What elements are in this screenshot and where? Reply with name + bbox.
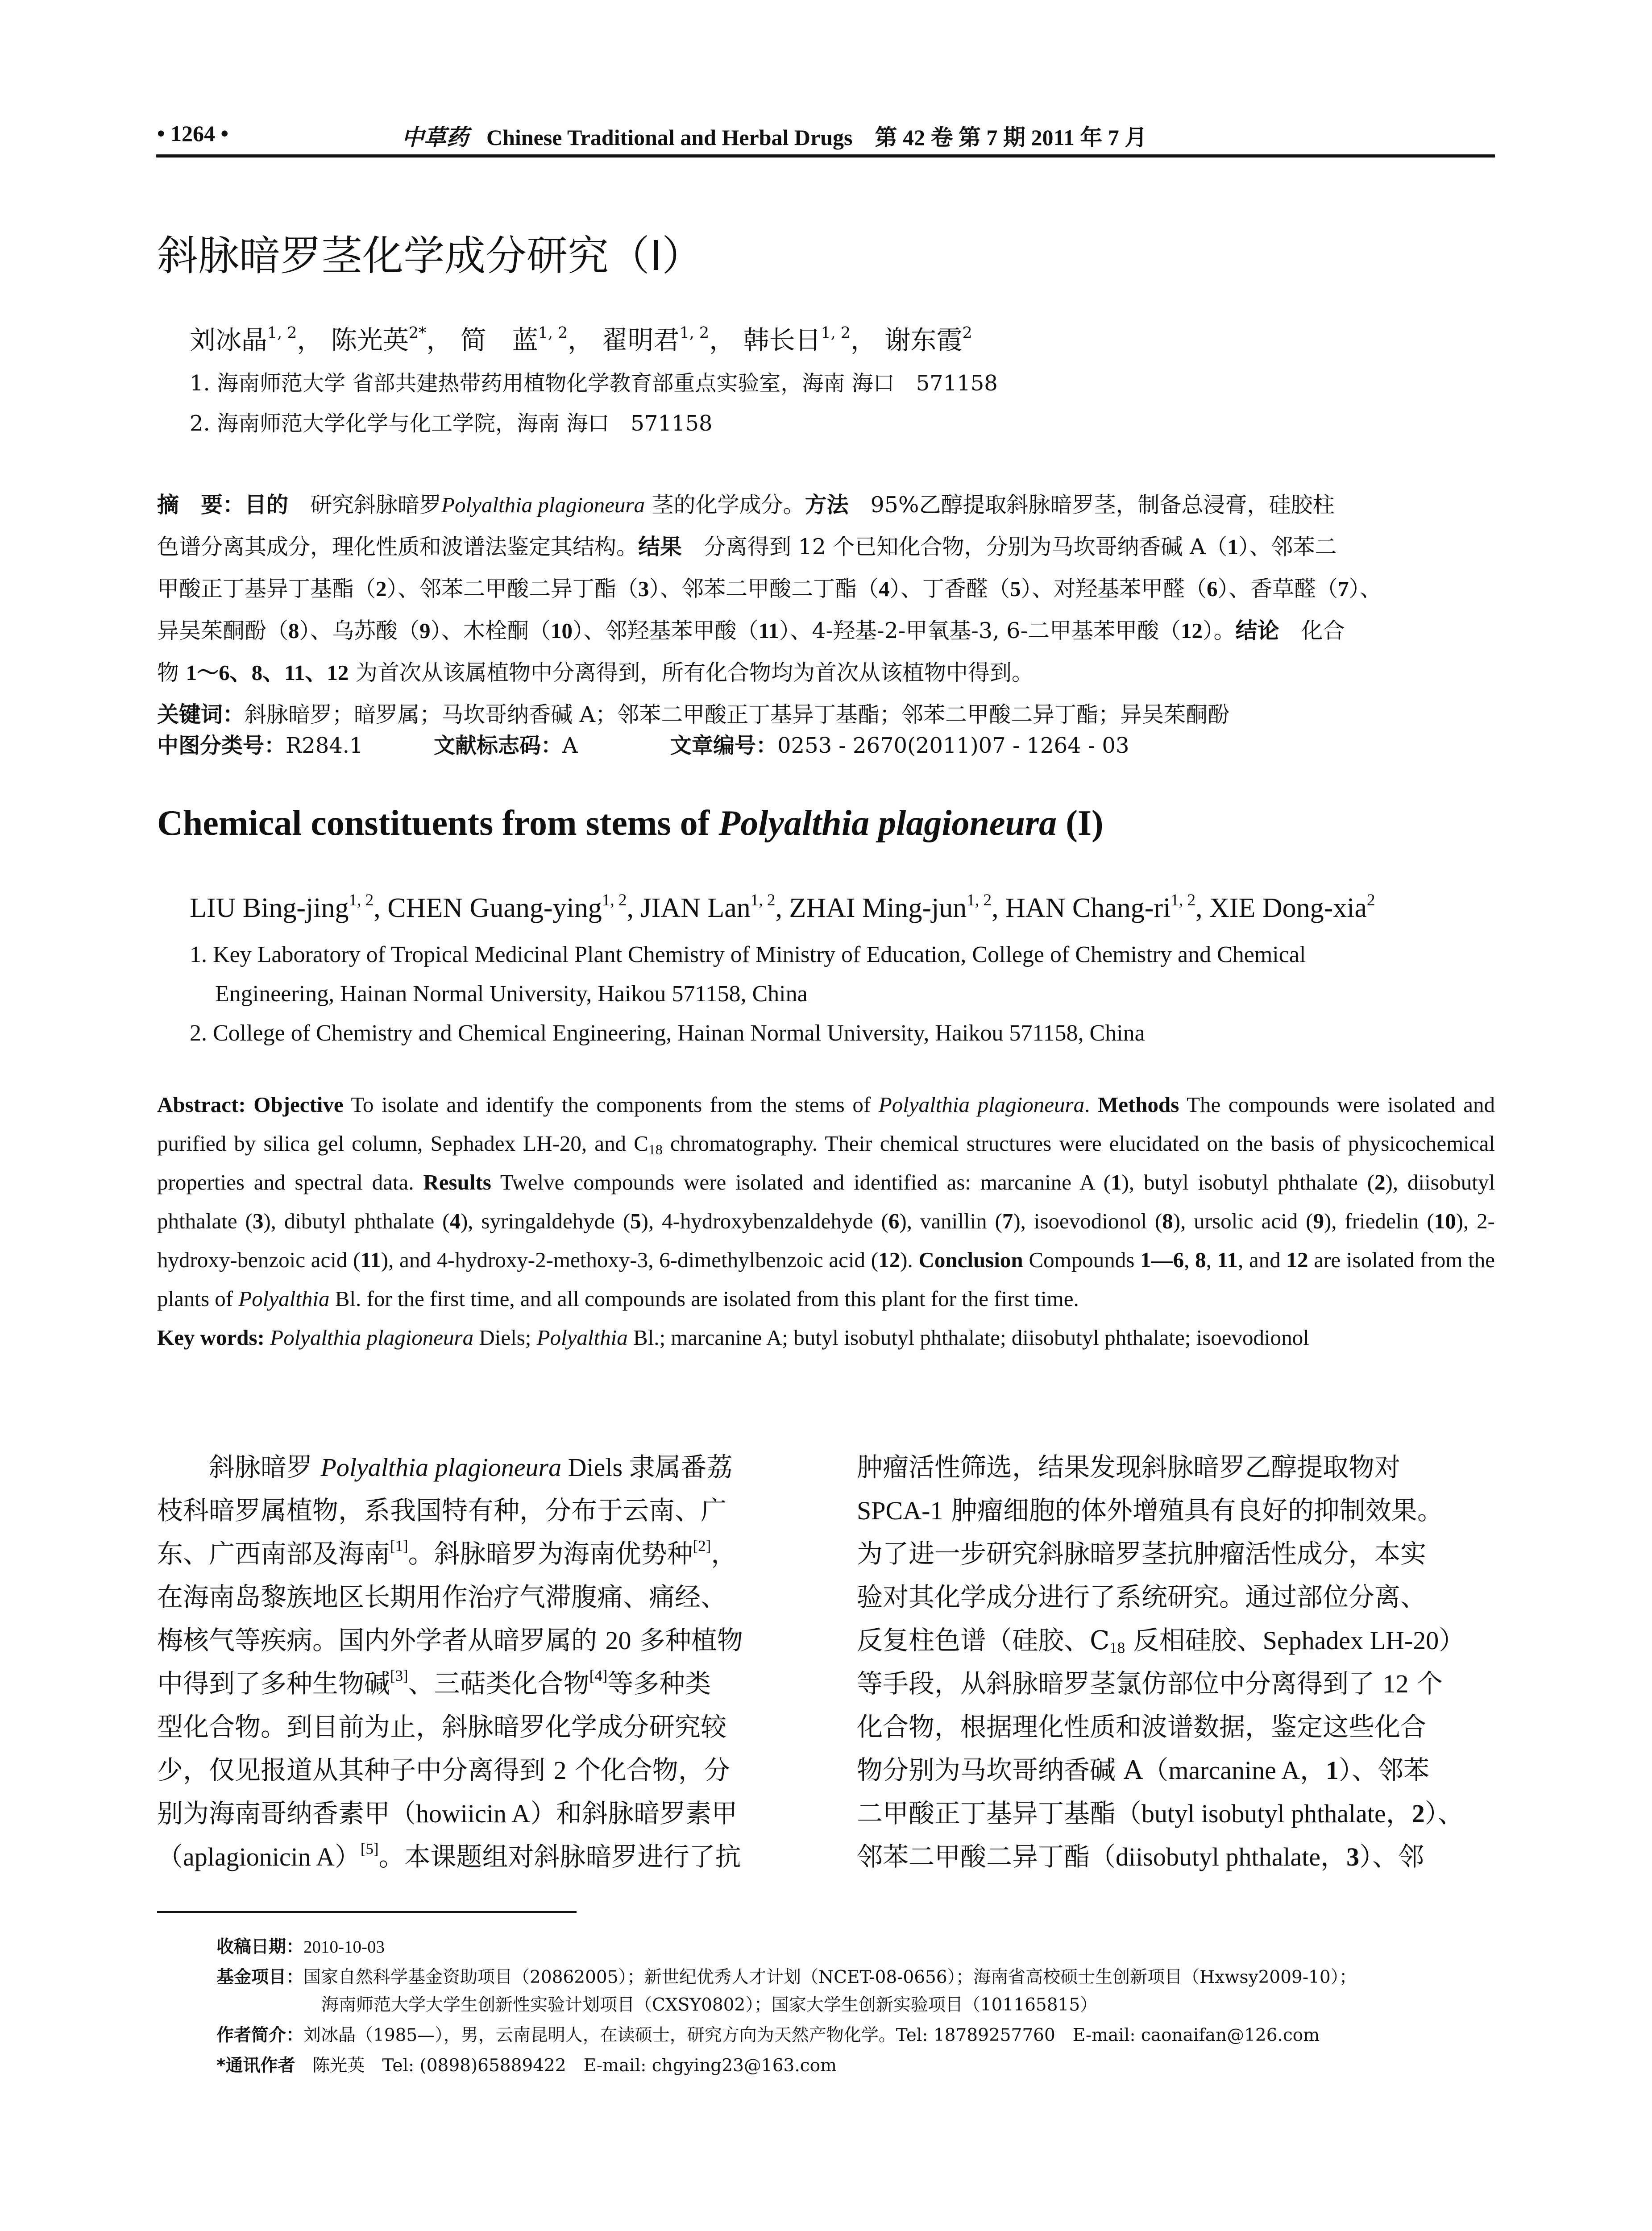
article-number-value: 0253 - 2670(2011)07 - 1264 - 03 [777, 733, 1129, 758]
abstract-text: 化合 [1279, 618, 1345, 643]
compound-number: 5 [630, 1209, 641, 1233]
keyword: Polyalthia plagioneura [270, 1325, 474, 1350]
body-text: 个 [1408, 1668, 1443, 1699]
author-sup: 1, 2 [967, 891, 992, 909]
results-label-cn: 结果 [638, 534, 682, 560]
doc-code-label: 文献标志码： [434, 733, 563, 758]
received-date: 2010-10-03 [303, 1937, 385, 1957]
body-text: 肿瘤活性筛选，结果发现斜脉暗罗乙醇提取物对 [857, 1452, 1401, 1482]
compound-name: marcanine A， [1168, 1756, 1326, 1785]
author-cn: 翟明君 [602, 325, 680, 355]
abstract-text: ）、 [1349, 576, 1382, 601]
species-name: Polyalthia plagioneura [320, 1453, 562, 1482]
author-sup: 2 [962, 324, 972, 342]
compound-number: 10 [551, 618, 573, 643]
compound-number: 4 [879, 576, 890, 601]
affiliation-cn-1: 1. 海南师范大学 省部共建热带药用植物化学教育部重点实验室，海南 海口 571158 [190, 371, 998, 396]
compound-name: howiicin A [416, 1799, 531, 1828]
cell-line-name: SPCA-1 [857, 1496, 943, 1525]
body-text: （ [157, 1841, 183, 1872]
body-text: 斜脉暗罗 [209, 1452, 321, 1482]
classification-row [157, 728, 1129, 759]
body-text: 验对其化学成分进行了系统研究。通过部位分离、 [857, 1582, 1427, 1612]
compound-number: 6 [888, 1209, 900, 1233]
title-en-text: (I) [1057, 804, 1104, 843]
body-text: 等手段，从斜脉暗罗茎氯仿部位中分离得到了 [857, 1668, 1383, 1699]
title-en [157, 803, 1104, 844]
compound-name: butyl isobutyl phthalate， [1141, 1799, 1412, 1828]
body-text: ） [1439, 1625, 1465, 1655]
compound-number: 11 [1217, 1248, 1238, 1272]
compound-number: 1 [1227, 535, 1238, 559]
abstract-en-text: ), 4-hydroxybenzaldehyde ( [641, 1209, 888, 1233]
body-text: 物分别为马坎哥纳香碱 A（ [857, 1755, 1169, 1785]
author-en: HAN Chang-ri [1005, 893, 1171, 923]
author-cn: 韩长日 [743, 325, 821, 355]
keywords-label-en: Key words: [157, 1325, 265, 1350]
compound-number: 5 [1010, 576, 1021, 601]
body-text: 别为海南哥纳香素甲（ [157, 1798, 416, 1829]
abstract-en-text: , and [1237, 1248, 1287, 1272]
body-text: Diels 隶属番荔 [561, 1453, 733, 1482]
abstract-text: ）、邻苯二 [1238, 534, 1337, 560]
compound-number: 11 [360, 1248, 381, 1272]
doc-code-value: A [562, 733, 578, 758]
affiliation-en-2: 2. College of Chemistry and Chemical Engineering, Hainan Normal University, Haikou 571158, China [190, 1020, 1145, 1046]
abstract-en-text: ), butyl isobutyl phthalate ( [1121, 1170, 1375, 1194]
fund-text: 海南师范大学大学生创新性实验计划项目（CXSY0802）；国家大学生创新实验项目（101165815） [321, 1995, 1098, 2015]
footnote-received [216, 1933, 385, 1958]
author-sup: 1, 2 [349, 891, 374, 909]
header-rule [156, 154, 1495, 158]
author-cn: 简 蓝 [460, 325, 538, 355]
body-text: 反相硅胶、 [1125, 1625, 1263, 1655]
body-number: 2 [553, 1756, 567, 1785]
compound-number: 9 [419, 618, 431, 643]
compound-number: 2 [376, 576, 387, 601]
footnote-author [216, 2021, 1320, 2046]
author-info-label: 作者简介： [216, 2025, 304, 2045]
author-sup: 2 [1367, 891, 1375, 909]
abstract-en-text: . [1084, 1092, 1098, 1117]
title-cn: 斜脉暗罗茎化学成分研究（Ⅰ） [157, 232, 703, 280]
body-text: Sephadex LH-20 [1262, 1626, 1439, 1655]
compound-number: 1 [1110, 1170, 1122, 1194]
abstract-text: ）、邻苯二甲酸二丁酯（ [649, 576, 879, 601]
abstract-text: ）、香草醛（ [1217, 576, 1338, 601]
body-column-right [857, 1446, 1495, 1879]
compound-number: 7 [1338, 576, 1349, 601]
abstract-text: 茎的化学成分。 [644, 492, 805, 518]
affiliation-cn-2: 2. 海南师范大学化学与化工学院，海南 海口 571158 [190, 411, 713, 436]
compound-name: diisobutyl phthalate， [1116, 1842, 1347, 1871]
affiliation-en-1: 1. Key Laboratory of Tropical Medicinal Plant Chemistry of Ministry of Education, College of Chemistry and Chemical [190, 942, 1306, 967]
body-column-left [157, 1446, 795, 1879]
title-en-species: Polyalthia plagioneura [718, 804, 1057, 843]
author-sup: 2* [408, 324, 427, 342]
journal-name-cn: 中草药 [402, 124, 469, 150]
abstract-cn [157, 484, 1495, 736]
abstract-text: ）。 [1203, 618, 1236, 643]
author-sup: 1, 2 [1171, 891, 1196, 909]
abstract-text: 95%乙醇提取斜脉暗罗茎，制备总浸膏，硅胶柱 [848, 492, 1335, 518]
methods-label-en: Methods [1097, 1092, 1179, 1117]
body-text: 化合物，根据理化性质和波谱数据，鉴定这些化合 [857, 1712, 1427, 1742]
abstract-en-text: The compounds were isolated and purified by silica gel column, Sephadex LH-20, and C [157, 1092, 1495, 1156]
conclusion-label-cn: 结论 [1235, 618, 1279, 643]
abstract-text: 分离得到 12 个已知化合物，分别为马坎哥纳香碱 A（ [682, 534, 1228, 560]
species-name: Polyalthia plagioneura [878, 1092, 1085, 1117]
body-text: ， [711, 1538, 737, 1569]
keywords-label-cn: 关键词： [157, 702, 245, 727]
body-text: 肿瘤细胞的体外增殖具有良好的抑制效果。 [943, 1495, 1443, 1526]
abstract-text: ）、对羟基苯甲醛（ [1021, 576, 1207, 601]
compound-number: 8 [1195, 1248, 1206, 1272]
abstract-en-text: , [1206, 1248, 1217, 1272]
body-text: 少，仅见报道从其种子中分离得到 [157, 1755, 554, 1785]
body-text: 、三萜类化合物 [408, 1668, 589, 1699]
clc-label: 中图分类号： [157, 733, 286, 758]
abstract-en-text: Compounds [1023, 1248, 1141, 1272]
compound-number: 3 [1346, 1842, 1360, 1871]
body-text: 东、广西南部及海南 [157, 1538, 390, 1569]
citation-ref: [3] [390, 1667, 408, 1684]
author-info-text: 刘冰晶（1985—），男，云南昆明人，在读硕士，研究方向为天然产物化学。Tel: 18789257760 E-mail: caonaifan@126.com [303, 2025, 1320, 2045]
subscript: 18 [1109, 1639, 1125, 1657]
footnote-fund [216, 1963, 1357, 1988]
abstract-text: ）、木栓酮（ [430, 618, 551, 643]
body-text: 邻苯二甲酸二异丁酯（ [857, 1841, 1116, 1872]
compound-number: 8 [1162, 1209, 1173, 1233]
compound-number: 4 [449, 1209, 461, 1233]
abstract-text: 为首次从该属植物中分离得到，所有化合物均为首次从该植物中得到。 [349, 660, 1034, 685]
journal-name-en: Chinese Traditional and Herbal Drugs [486, 125, 853, 150]
abstract-en-text: ), friedelin ( [1324, 1209, 1434, 1233]
compound-number: 12 [1181, 618, 1203, 643]
citation-ref: [2] [693, 1537, 711, 1555]
compound-name: aplagionicin A [183, 1842, 335, 1871]
abstract-en-text: ), dibutyl phthalate ( [263, 1209, 450, 1233]
received-label: 收稿日期： [216, 1937, 304, 1957]
compound-number: 12 [878, 1248, 901, 1272]
footnote-fund-cont [321, 1991, 1097, 2016]
abstract-en-text: ). [900, 1248, 919, 1272]
body-text: 多种植物 [631, 1625, 743, 1655]
abstract-text: ）、邻苯二甲酸二异丁酯（ [386, 576, 639, 601]
citation-ref: [1] [390, 1537, 408, 1555]
compound-number: 7 [1002, 1209, 1013, 1233]
abstract-en-text: Bl. for the first time, and all compounds are isolated from this plant for the first time. [329, 1286, 1079, 1311]
compound-number: 2 [1411, 1799, 1425, 1828]
species-name: Polyalthia plagioneura [441, 493, 645, 517]
body-number: 12 [1382, 1669, 1409, 1698]
body-text: 中得到了多种生物碱 [157, 1668, 390, 1699]
citation-ref: [5] [360, 1840, 379, 1858]
abstract-en-text: ), syringaldehyde ( [460, 1209, 631, 1233]
abstract-en [157, 1085, 1495, 1357]
compound-number: 3 [252, 1209, 264, 1233]
footnote-rule [157, 1911, 577, 1913]
fund-label: 基金项目： [216, 1967, 304, 1987]
corresponding-label: *通讯作者 [216, 2056, 295, 2076]
corresponding-text: 陈光英 Tel: (0898)65889422 E-mail: chgying23@163.com [295, 2056, 837, 2076]
author-sup: 1, 2 [538, 324, 568, 342]
abstract-text: ）、邻羟基苯甲酸（ [573, 618, 759, 643]
body-text: ）、邻 [1359, 1841, 1424, 1872]
body-text: 型化合物。到目前为止，斜脉暗罗化学成分研究较 [157, 1712, 727, 1742]
abstract-text: ）、乌苏酸（ [299, 618, 420, 643]
body-text: 反复柱色谱（硅胶、C [857, 1625, 1110, 1655]
abstract-en-text: chromatography. Their chemical structures were elucidated on the basis of physicochemical properties and spectral data. [157, 1131, 1495, 1194]
author-sup: 1, 2 [750, 891, 776, 909]
body-text: ）和斜脉暗罗素甲 [530, 1798, 738, 1829]
conclusion-label-en: Conclusion [918, 1248, 1023, 1272]
abstract-text: 异吴茱酮酚（ [157, 618, 289, 643]
abstract-text: 色谱分离其成分，理化性质和波谱法鉴定其结构。 [157, 534, 639, 560]
citation-ref: [4] [589, 1667, 608, 1684]
compound-number: 11 [758, 618, 779, 643]
body-text: ） [334, 1841, 361, 1872]
genus-name: Polyalthia [238, 1286, 330, 1311]
author-cn: 陈光英 [331, 325, 409, 355]
abstract-text: ）、4-羟基-2-甲氧基-3, 6-二甲基苯甲酸（ [779, 618, 1181, 643]
authors-cn: 刘冰晶$^{1, 2}$， 陈光英$^{2*}$， 简 蓝$^{1, 2}$， 翟明君$^{1, 2}$， 韩长日$^{1, 2}$， 谢东霞$^2$ [190, 324, 972, 355]
footnote-corresponding [216, 2052, 837, 2077]
body-text: ）、 [1424, 1798, 1464, 1829]
compound-number: 1 [1326, 1756, 1339, 1785]
keyword: Diels; [473, 1325, 537, 1350]
keywords-cn: 斜脉暗罗；暗罗属；马坎哥纳香碱 A；邻苯二甲酸正丁基异丁基酯；邻苯二甲酸二异丁酯；异吴茱酮酚 [245, 702, 1229, 727]
abstract-text: ）、丁香醛（ [889, 576, 1010, 601]
authors-en: LIU Bing-jing$^{1, 2}$, CHEN Guang-ying$^{1, 2}$, JIAN Lan$^{1, 2}$, ZHAI Ming-jun$^{1, 2}$, HAN Chang-ri$^{1, 2}$, XIE Dong-xia$^2$ [190, 891, 1375, 923]
abstract-text: 研究斜脉暗罗 [288, 492, 442, 518]
body-text: 二甲酸正丁基异丁基酯（ [857, 1798, 1142, 1829]
body-text: 等多种类 [607, 1668, 711, 1699]
abstract-en-text: ), ursolic acid ( [1173, 1209, 1313, 1233]
author-sup: 1, 2 [821, 324, 851, 342]
compound-number: 2 [1374, 1170, 1386, 1194]
article-number-label: 文章编号： [670, 733, 778, 758]
keyword: Bl.; marcanine A; butyl isobutyl phthalate; diisobutyl phthalate; isoevodionol [627, 1325, 1309, 1350]
author-sup: 1, 2 [602, 891, 627, 909]
affiliation-en-1-cont: Engineering, Hainan Normal University, Haikou 571158, China [215, 981, 808, 1007]
author-en: LIU Bing-jing [190, 893, 349, 923]
body-text: 个化合物，分 [566, 1755, 730, 1785]
issue-info: 第 42 卷 第 7 期 2011 年 7 月 [875, 125, 1147, 150]
author-sup: 1, 2 [679, 324, 710, 342]
abstract-en-text: ), 2-hydroxy-benzoic acid ( [157, 1209, 1495, 1272]
abstract-text: 物 [157, 660, 186, 685]
author-en: ZHAI Ming-jun [789, 893, 967, 923]
abstract-en-text: ), diisobutyl phthalate ( [157, 1170, 1495, 1233]
body-text: ）、邻苯 [1339, 1755, 1430, 1785]
compound-number: 10 [1434, 1209, 1456, 1233]
author-cn: 谢东霞 [884, 325, 963, 355]
objective-label-cn: 目的 [245, 492, 289, 518]
body-text: 梅核气等疾病。国内外学者从暗罗属的 [157, 1625, 606, 1655]
abstract-text: 甲酸正丁基异丁基酯（ [157, 576, 376, 601]
body-number: 20 [605, 1626, 631, 1655]
body-text: 枝科暗罗属植物，系我国特有种，分布于云南、广 [157, 1495, 727, 1526]
abstract-label-en: Abstract: Objective [157, 1092, 344, 1117]
title-en-text: Chemical constituents from stems of [157, 804, 719, 843]
compound-number: 8 [288, 618, 299, 643]
body-text: 。本课题组对斜脉暗罗进行了抗 [378, 1841, 741, 1872]
author-en: XIE Dong-xia [1209, 893, 1367, 923]
author-en: JIAN Lan [640, 893, 751, 923]
compound-number: 1～6、8、11、12 [186, 660, 349, 685]
author-cn: 刘冰晶 [190, 325, 268, 355]
compound-number: 1—6 [1140, 1248, 1184, 1272]
abstract-en-text: ), vanillin ( [899, 1209, 1002, 1233]
compound-number: 12 [1286, 1248, 1308, 1272]
body-text: 。斜脉暗罗为海南优势种 [408, 1538, 693, 1569]
abstract-en-text: , [1184, 1248, 1195, 1272]
methods-label-cn: 方法 [805, 492, 849, 518]
compound-number: 9 [1313, 1209, 1324, 1233]
author-sup: 1, 2 [267, 324, 297, 342]
subscript: 18 [648, 1141, 663, 1157]
page-number: • 1264 • [157, 121, 229, 146]
compound-number: 6 [1207, 576, 1218, 601]
results-label-en: Results [423, 1170, 491, 1194]
body-text: 为了进一步研究斜脉暗罗茎抗肿瘤活性成分，本实 [857, 1538, 1427, 1569]
abstract-en-text: are isolated from the plants of [157, 1248, 1495, 1311]
compound-number: 3 [638, 576, 649, 601]
clc-value: R284.1 [286, 733, 363, 758]
abstract-en-text: ), and 4-hydroxy-2-methoxy-3, 6-dimethylbenzoic acid ( [381, 1248, 879, 1272]
abstract-en-text: Twelve compounds were isolated and identified as: marcanine A ( [491, 1170, 1111, 1194]
abstract-en-text: To isolate and identify the components from the stems of [343, 1092, 879, 1117]
keyword: Polyalthia [536, 1325, 628, 1350]
abstract-en-text: ), isoevodionol ( [1013, 1209, 1162, 1233]
fund-text: 国家自然科学基金资助项目（20862005）；新世纪优秀人才计划（NCET-08-0656）；海南省高校硕士生创新项目（Hxwsy2009-10）； [303, 1967, 1357, 1987]
abstract-label-cn: 摘 要： [157, 492, 245, 518]
body-text: 在海南岛黎族地区长期用作治疗气滞腹痛、痛经、 [157, 1582, 727, 1612]
author-en: CHEN Guang-ying [387, 893, 602, 923]
running-header [402, 120, 1147, 152]
